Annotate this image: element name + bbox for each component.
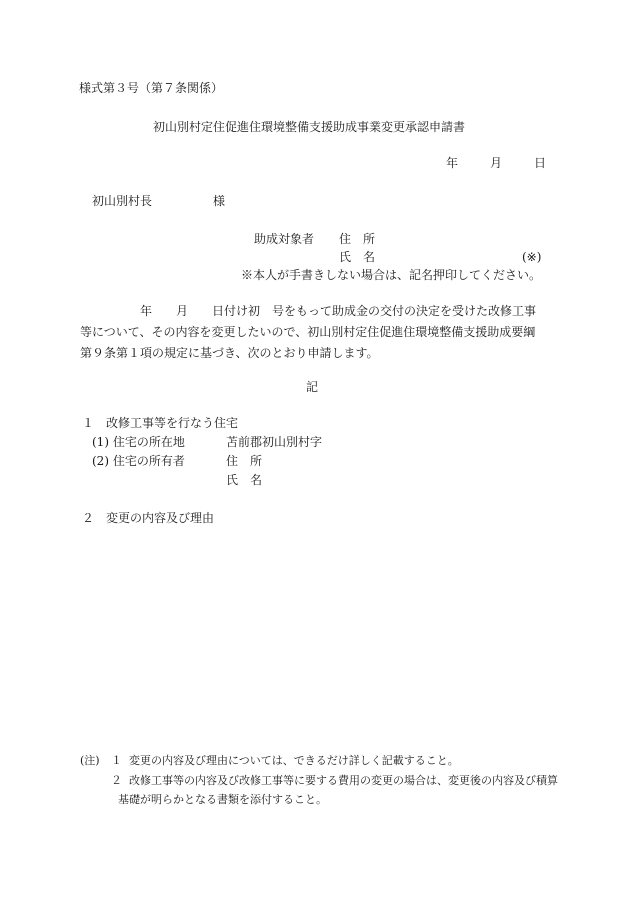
body-line-2: 等について、その内容を変更したいので、初山別村定住促進住環境整備支援助成要綱 [80,325,536,339]
date-year-label: 年 [446,156,459,170]
body-line-3: 第９条第１項の規定に基づき、次のとおり申請します。 [80,346,379,360]
date-day-label: 日 [534,156,547,170]
applicant-note: ※本人が手書きしない場合は、記名押印してください。 [241,268,542,282]
ki-heading: 記 [306,380,319,394]
note1-text: 変更の内容及び理由については、できるだけ詳しく記載すること。 [129,754,459,767]
body-line-1: 年 月 日付け初 号をもって助成金の交付の決定を受けた改修工事 [80,304,537,318]
addressee-honorific: 様 [213,194,226,208]
date-month-label: 月 [490,156,503,170]
note2-text-line1: 改修工事等の内容及び改修工事等に要する費用の変更の場合は、変更後の内容及び積算 [129,774,558,787]
item1-sub1-label: (1) 住宅の所在地 [92,435,185,449]
note2-number: ２ [111,774,122,787]
addressee-name: 初山別村長 [92,194,153,208]
item1-owner-address-label: 住 所 [226,454,263,468]
applicant-address-label: 住 所 [339,232,376,246]
applicant-name-label: 氏 名 [339,250,376,264]
item1-sub1-value: 苫前郡初山別村字 [226,435,323,449]
seal-mark: (※) [522,250,542,264]
note1-number: １ [111,754,122,767]
note2-text-line2: 基礎が明らかとなる書類を添付すること。 [118,793,327,806]
applicant-label: 助成対象者 [254,232,315,246]
notes-prefix: (注) [80,754,100,767]
item1-heading: １ 改修工事等を行なう住宅 [82,416,239,430]
item2-heading: ２ 変更の内容及び理由 [82,511,215,525]
document-title: 初山別村定住促進住環境整備支援助成事業変更承認申請書 [153,120,466,134]
form-number: 様式第３号（第７条関係） [79,81,224,95]
application-body [80,301,550,364]
item1-owner-name-label: 氏 名 [226,473,263,487]
item1-sub2-label: (2) 住宅の所有者 [92,454,185,468]
